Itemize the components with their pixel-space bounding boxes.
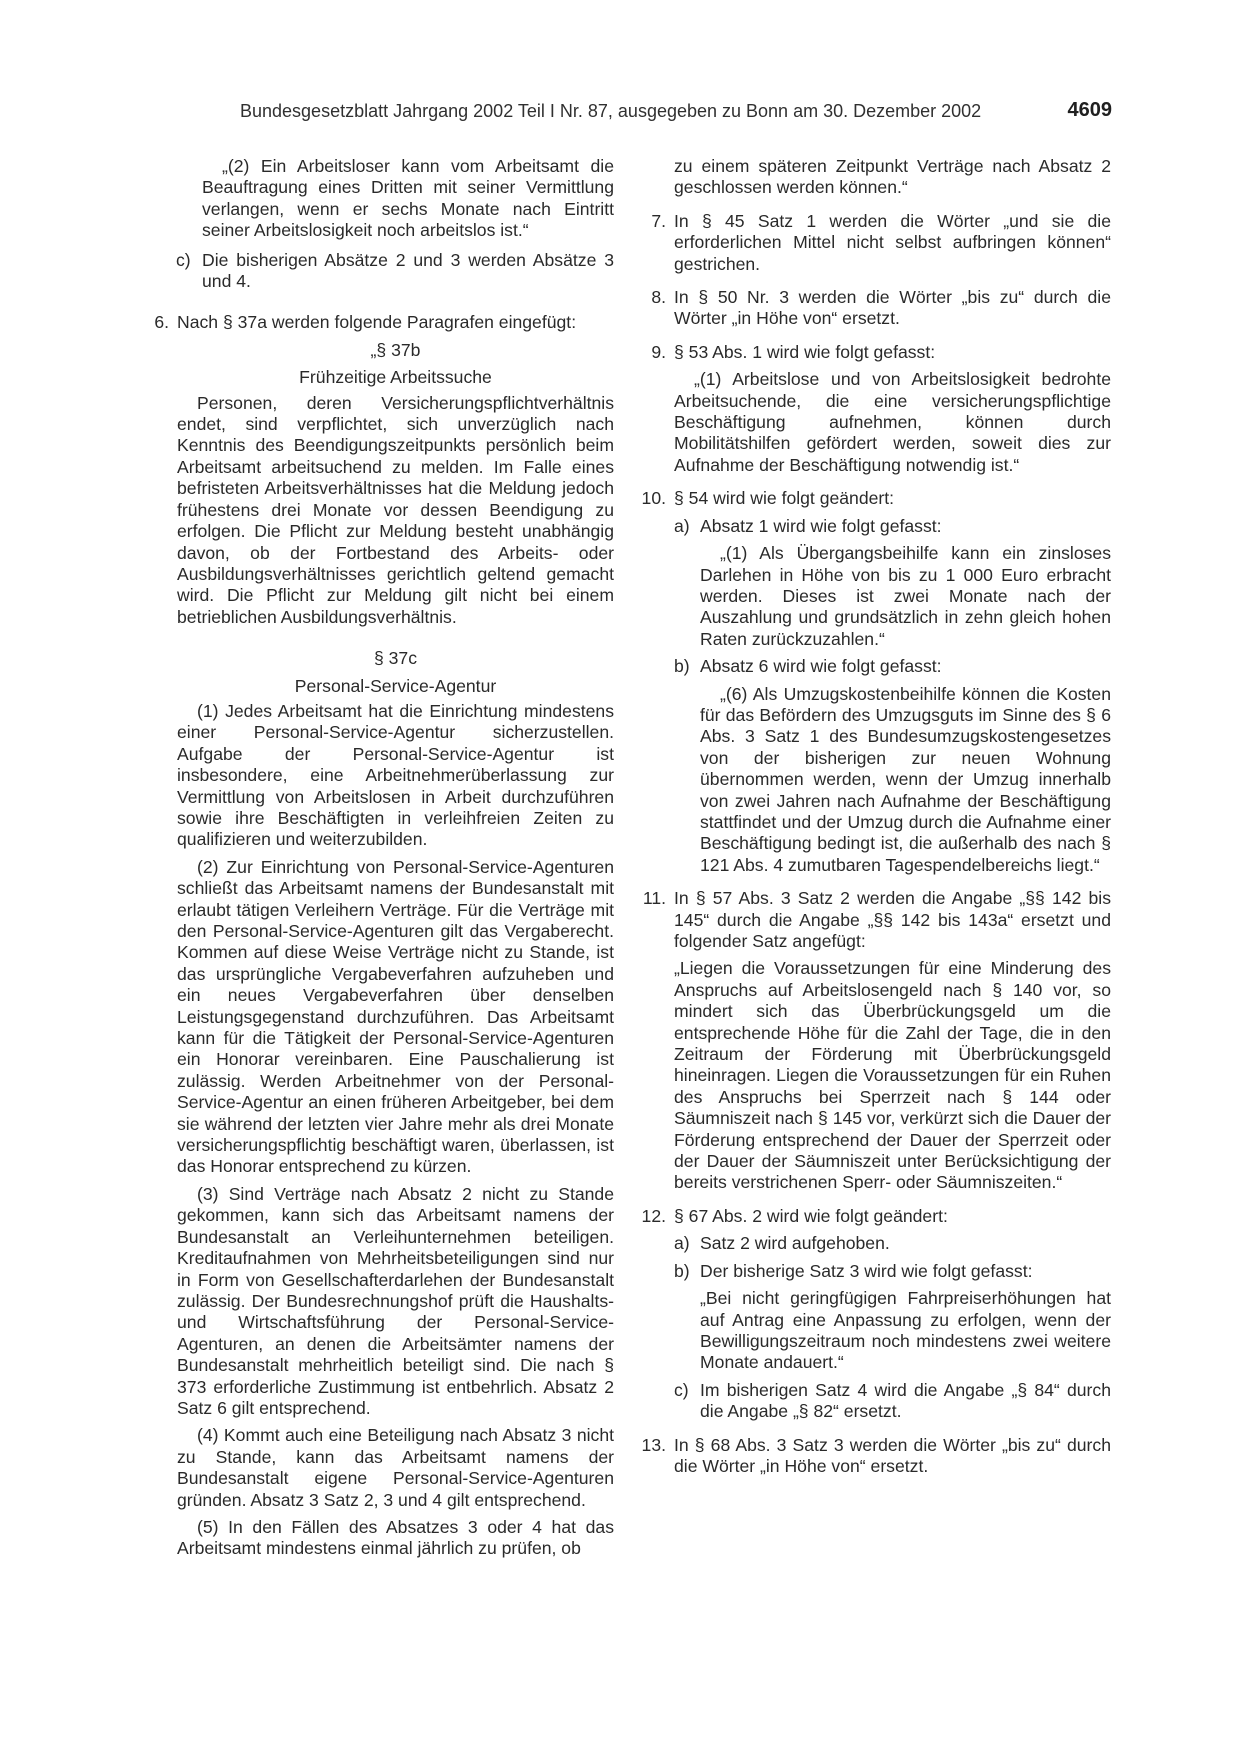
item-text: § 67 Abs. 2 wird wie folgt geändert: [674, 1205, 948, 1226]
sub-item-text: Der bisherige Satz 3 wird wie folgt gefasst: [700, 1260, 1033, 1281]
sub-item-text: Satz 2 wird aufgehoben. [700, 1233, 890, 1254]
item-number: 8. [651, 287, 666, 308]
sub-item-text: Im bisherigen Satz 4 wird die Angabe „§ 84“ durch die Angabe „§ 82“ ersetzt. [700, 1379, 1111, 1422]
running-title: Bundesgesetzblatt Jahrgang 2002 Teil I Nr. 87, ausgegeben zu Bonn am 30. Dezember 2002 [240, 101, 982, 121]
sub-item-label: b) [674, 656, 690, 677]
item-text: In § 45 Satz 1 werden die Wörter „und sie die erforderlichen Mittel nicht selbst aufbringen können“ gestrichen. [674, 210, 1111, 274]
left-column [140, 156, 614, 1560]
item-text: In § 68 Abs. 3 Satz 3 werden die Wörter „bis zu“ durch die Wörter „in Höhe von“ ersetzt. [674, 1434, 1111, 1476]
item-number: 10. [641, 488, 666, 509]
section-37c-abs1: (1) Jedes Arbeitsamt hat die Einrichtung mindestens einer Personal-Service-Agentur sicherzustellen. Aufgabe der Personal-Service-Agentur ist insbesondere, eine Arbeitnehmerüberlassung zur Vermittlung von Arbeitslosen in Arbeit durchzuführen sowie ihre Beschäftigten in verleihfreien Zeiten zu qualifizieren und weiterzubilden. [177, 700, 614, 850]
list-item-9 [637, 342, 1111, 476]
sub-item-text: Die bisherigen Absätze 2 und 3 werden Absätze 3 und 4. [202, 249, 614, 292]
item-number: 9. [651, 341, 666, 362]
sub-item-c [140, 250, 614, 293]
quoted-paragraph: „(1) Als Übergangsbeihilfe kann ein zinsloses Darlehen in Höhe von bis zu 1 000 Euro erbracht werden. Dieses ist zwei Monate nach der Auszahlung und grundsätzlich in zehn gleich hohen Raten zurückzuzahlen.“ [700, 543, 1111, 649]
sub-item-c [674, 1380, 1111, 1423]
quoted-paragraph: „(6) Als Umzugskostenbeihilfe können die Kosten für das Befördern des Umzugsguts im Sinne des § 6 Abs. 3 Satz 1 des Bundesumzugskostengesetzes von der bisherigen zur neuen Wohnung übernommen werden, wenn der Umzug innerhalb von zwei Jahren nach Aufnahme der Beschäftigung stattfindet und der Umzug durch die Aufnahme einer Beschäftigung bedingt ist, die außerhalb des nach § 121 Abs. 4 zumutbaren Tagespendelbereichs liegt.“ [700, 683, 1111, 875]
list-item-11 [637, 888, 1111, 1194]
item-number: 6. [154, 312, 169, 333]
item-text: Nach § 37a werden folgende Paragrafen eingefügt: [177, 312, 577, 333]
section-37c-abs5: (5) In den Fällen des Absatzes 3 oder 4 hat das Arbeitsamt mindestens einmal jährlich zu prüfen, ob [177, 1516, 614, 1559]
item-text: § 54 wird wie folgt geändert: [674, 488, 895, 509]
quoted-paragraph: „Liegen die Voraussetzungen für eine Minderung des Anspruchs auf Arbeitslosengeld nach § 140 vor, so mindert sich das Überbrückungsgeld um die entsprechende Höhe für die Zahl der Tage, die in den Zeitraum der Förderung mit Überbrückungsgeld hineinragen. Liegen die Voraussetzungen für ein Ruhen des Anspruchs bei Sperrzeit nach § 144 oder Säumniszeit nach § 145 vor, verkürzt sich die Dauer der Förderung entsprechend der Dauer der Sperrzeit oder der Dauer der Säumniszeit unter Berücksichtigung der bereits verstrichenen Sperr- oder Säumniszeiten.“ [674, 958, 1111, 1193]
quoted-paragraph: „(1) Arbeitslose und von Arbeitslosigkeit bedrohte Arbeitsuchende, die eine versicherungspflichtige Beschäftigung aufnehmen, können durch Mobilitätshilfen gefördert werden, soweit dies zur Aufnahme der Beschäftigung notwendig ist.“ [674, 369, 1111, 475]
list-item-12 [637, 1206, 1111, 1423]
continued-text: zu einem späteren Zeitpunkt Verträge nach Absatz 2 geschlossen werden können.“ [674, 156, 1111, 198]
item-number: 7. [651, 210, 666, 231]
sub-item-text: Absatz 1 wird wie folgt gefasst: [700, 515, 942, 536]
section-title-37b: Frühzeitige Arbeitssuche [299, 367, 492, 388]
section-37c-abs3: (3) Sind Verträge nach Absatz 2 nicht zu Stande gekommen, kann sich das Arbeitsamt namens der Bundesanstalt an Verleihunternehmen beteiligen. Kreditaufnahmen von Mehrheitsbeteiligungen sind nur in Form von Gesellschafterdarlehen der Bundesanstalt zulässig. Der Bundesrechnungshof prüft die Haushalts- und Wirtschaftsführung der Personal-Service-Agenturen, an denen die Arbeitsämter namens der Bundesanstalt mehrheitlich beteiligt sind. Die nach § 373 erforderliche Zustimmung ist entbehrlich. Absatz 2 Satz 6 gilt entsprechend. [177, 1183, 614, 1418]
section-37c-abs2: (2) Zur Einrichtung von Personal-Service-Agenturen schließt das Arbeitsamt namens der Bundesanstalt mit erlaubt tätigen Verleihern Verträge. Für die Verträge mit den Personal-Service-Agenturen gilt das Vergaberecht. Kommen auf diese Weise Verträge nicht zu Stande, ist das ursprüngliche Vergabeverfahren aufzuheben und ein neues Vergabeverfahren über denselben Leistungsgegenstand durchzuführen. Das Arbeitsamt kann für die Tätigkeit der Personal-Service-Agenturen ein Honorar vereinbaren. Eine Pauschalierung ist zulässig. Werden Arbeitnehmer von der Personal-Service-Agentur an einen früheren Arbeitgeber, bei dem sie während der letzten vier Jahre mehr als drei Monate versicherungspflichtig beschäftigt waren, überlassen, ist das Honorar entsprechend zu kürzen. [177, 856, 614, 1177]
item-number: 11. [642, 888, 666, 909]
sub-item-label: a) [674, 1233, 690, 1254]
section-37c-abs4: (4) Kommt auch eine Beteiligung nach Absatz 3 nicht zu Stande, kann das Arbeitsamt namens der Bundesanstalt eigene Personal-Service-Agenturen gründen. Absatz 3 Satz 2, 3 und 4 gilt entsprechend. [177, 1425, 614, 1510]
item-number: 13. [641, 1434, 666, 1455]
sub-item-b [674, 1261, 1111, 1374]
sub-item-label: c) [176, 249, 191, 270]
sub-item-b [674, 656, 1111, 876]
sub-item-label: a) [674, 515, 690, 536]
list-item-6 [140, 312, 614, 333]
sub-item-text: Absatz 6 wird wie folgt gefasst: [700, 656, 942, 677]
sub-item-label: b) [674, 1260, 690, 1281]
section-heading-37c: § 37c [373, 648, 418, 669]
item-text: In § 50 Nr. 3 werden die Wörter „bis zu“ durch die Wörter „in Höhe von“ ersetzt. [674, 287, 1111, 329]
list-item-8 [637, 287, 1111, 330]
quoted-paragraph: „(2) Ein Arbeitsloser kann vom Arbeitsamt die Beauftragung eines Dritten mit seiner Vermittlung verlangen, wenn er sechs Monate nach Eintritt seiner Arbeitslosigkeit noch arbeitslos ist.“ [202, 156, 614, 241]
section-heading-37b: „§ 37b [370, 339, 421, 360]
list-item-10 [637, 488, 1111, 876]
sub-item-a [674, 516, 1111, 650]
item-number: 12. [641, 1205, 666, 1226]
section-37b-text: Personen, deren Versicherungspflichtverhältnis endet, sind verpflichtet, sich unverzüglich nach Kenntnis des Beendigungszeitpunkts persönlich beim Arbeitsamt arbeitsuchend zu melden. Im Falle eines befristeten Arbeitsverhältnisses hat die Meldung jedoch frühestens drei Monate vor dessen Beendigung zu erfolgen. Die Pflicht zur Meldung besteht unabhängig davon, ob der Fortbestand des Arbeits- oder Ausbildungsverhältnisses gerichtlich geltend gemacht wird. Die Pflicht zur Meldung gilt nicht bei einem betrieblichen Ausbildungsverhältnis. [177, 392, 614, 627]
quote-block-abs2 [140, 156, 614, 242]
page-header [240, 99, 1112, 125]
section-title-37c: Personal-Service-Agentur [294, 675, 497, 696]
quoted-paragraph: „Bei nicht geringfügigen Fahrpreiserhöhungen hat auf Antrag eine Anpassung zu erfolgen, wenn der Bewilligungszeitraum noch mindestens zwei weitere Monate andauert.“ [700, 1288, 1111, 1373]
list-item-7 [637, 211, 1111, 275]
right-column [637, 156, 1111, 1477]
item-text: § 53 Abs. 1 wird wie folgt gefasst: [674, 341, 936, 362]
list-item-13 [637, 1435, 1111, 1478]
item-text: In § 57 Abs. 3 Satz 2 werden die Angabe „§§ 142 bis 145“ durch die Angabe „§§ 142 bis 143a“ ersetzt und folgender Satz angefügt: [674, 888, 1111, 951]
sub-item-a [674, 1233, 1111, 1254]
sub-item-label: c) [674, 1379, 689, 1400]
page-number: 4609 [1067, 99, 1112, 121]
new-sections [140, 334, 614, 1560]
